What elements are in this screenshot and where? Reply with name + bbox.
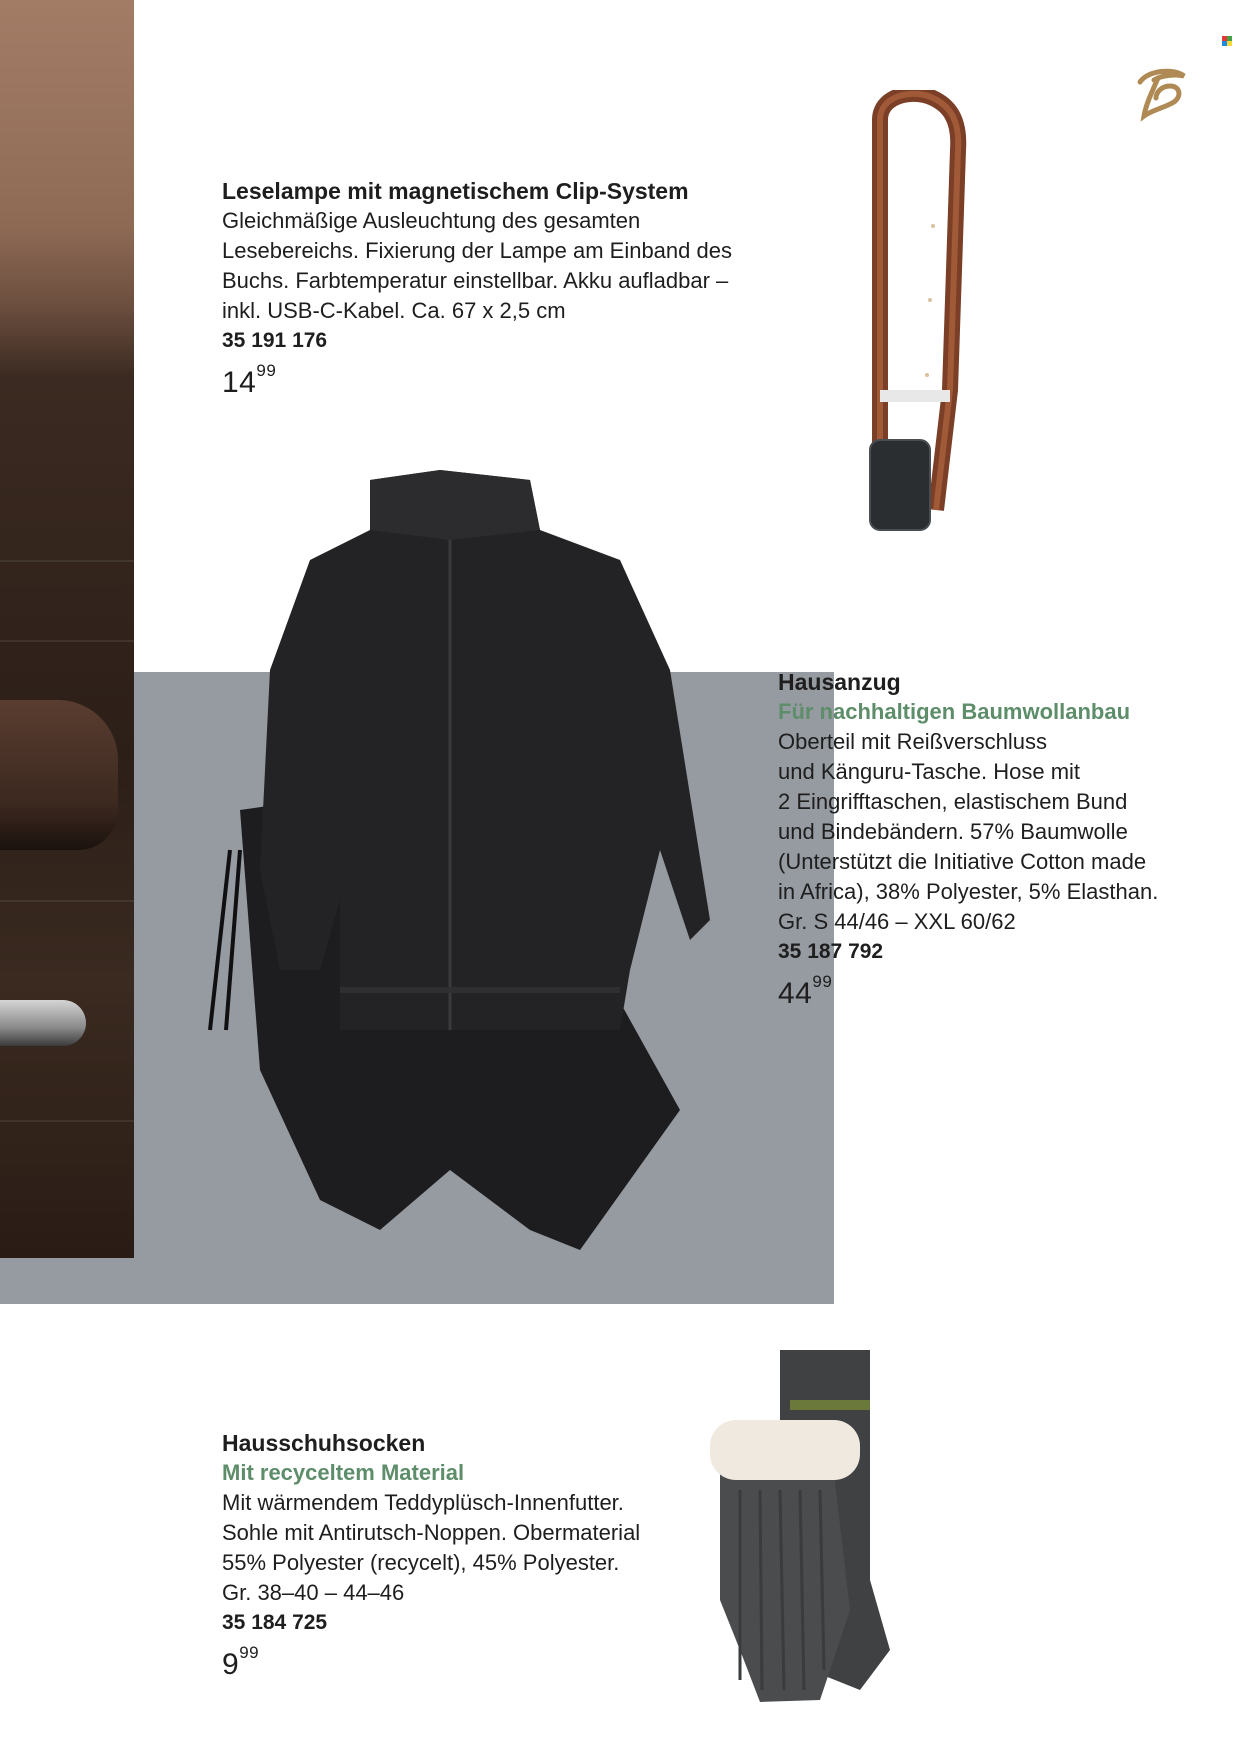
product-subtitle: Mit recyceltem Material — [222, 1460, 465, 1485]
price-cents: 99 — [812, 972, 833, 991]
interior-photo — [0, 0, 134, 1258]
house-socks-image — [700, 1350, 920, 1710]
article-number: 35 187 792 — [778, 940, 884, 963]
price-main: 9 — [222, 1648, 240, 1681]
product-lamp — [222, 176, 782, 402]
product-description: Gleichmäßige Ausleuchtung des gesamten Lesebereichs. Fixierung der Lampe am Einband des Buchs. Farbtemperatur einstellbar. Akku aufladbar – inkl. USB-C-Kabel. Ca. 67 x 2,5 cm — [222, 208, 732, 323]
price-main: 44 — [778, 977, 813, 1010]
tchibo-logo-icon — [1134, 64, 1190, 124]
chair-leg — [0, 1000, 86, 1046]
color-marks-icon — [1222, 36, 1232, 46]
product-title: Leselampe mit magnetischem Clip-System — [222, 178, 689, 204]
product-title: Hausanzug — [778, 669, 901, 695]
product-hausschuhsocken — [222, 1428, 692, 1684]
article-number: 35 191 176 — [222, 329, 328, 352]
price — [222, 361, 782, 402]
price — [778, 972, 1228, 1013]
price-cents: 99 — [256, 361, 277, 380]
price — [222, 1643, 692, 1684]
leather-chair — [0, 700, 118, 850]
loungewear-suit-image — [200, 470, 720, 1350]
article-number: 35 184 725 — [222, 1611, 328, 1634]
product-hausanzug — [778, 667, 1228, 1013]
product-description: Oberteil mit Reißverschluss und Känguru-Tasche. Hose mit 2 Eingrifftaschen, elastischem Bund und Bindebändern. 57% Baumwolle (Unterstützt die Initiative Cotton made in Africa), 38% Polyester, 5% Elasthan. Gr. S 44/46 – XXL 60/62 — [778, 729, 1159, 934]
product-title: Hausschuhsocken — [222, 1430, 426, 1456]
product-subtitle: Für nachhaltigen Baumwollanbau — [778, 699, 1131, 724]
grey-background-panel-left — [0, 1258, 134, 1304]
product-description: Mit wärmendem Teddyplüsch-Innenfutter. Sohle mit Antirutsch-Noppen. Obermaterial 55% Polyester (recycelt), 45% Polyester. Gr. 38–40 – 44–46 — [222, 1490, 641, 1605]
reading-lamp-image — [840, 90, 980, 550]
price-cents: 99 — [239, 1643, 260, 1662]
price-main: 14 — [222, 366, 257, 399]
